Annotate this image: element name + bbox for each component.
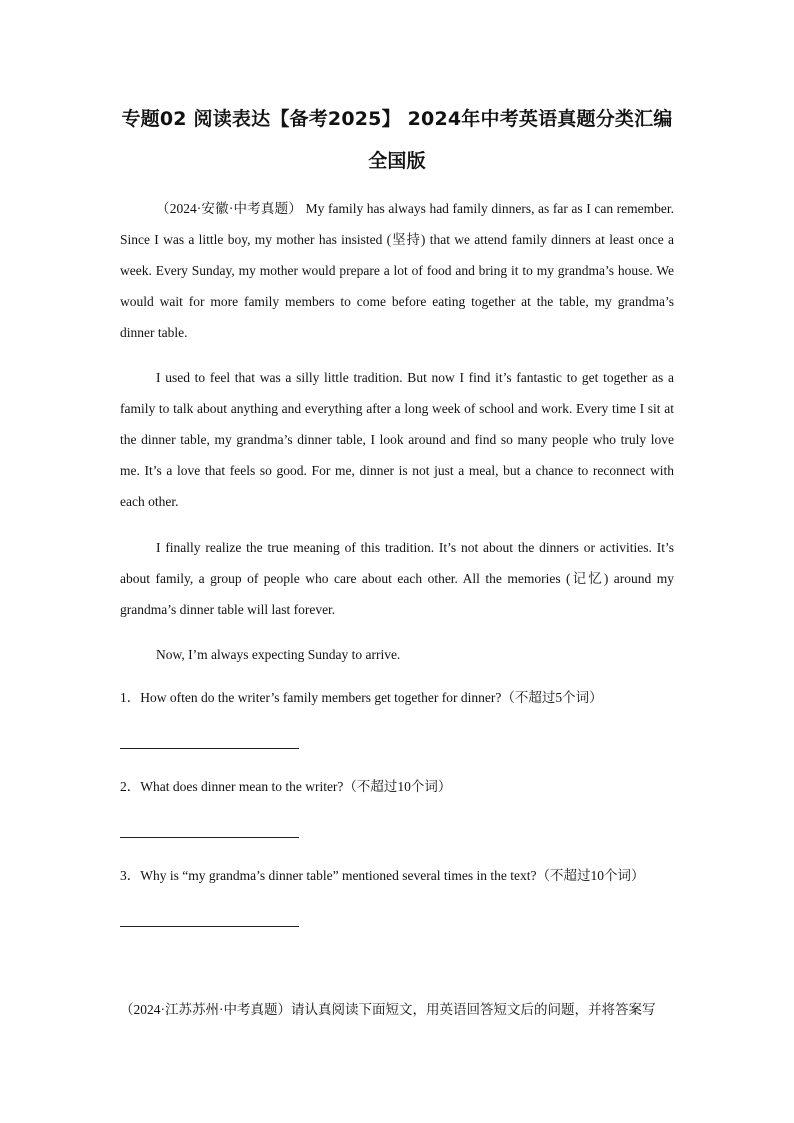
- document-title-line-1: 专题02 阅读表达【备考2025】 2024年中考英语真题分类汇编: [121, 108, 673, 130]
- answer-blank-2[interactable]: [120, 837, 299, 838]
- next-passage-intro: （2024·江苏苏州·中考真题）请认真阅读下面短文，用英语回答短文后的问题，并将答案写: [120, 1002, 656, 1017]
- answer-blank-1[interactable]: [120, 748, 299, 749]
- passage-paragraph-1: （2024·安徽·中考真题） My family has always had family dinners, as far as I can remember. Since I was a little boy, my mother has insisted (坚持) that we attend family dinners at least once a week. Every Sunday, my mother would prepare a lot of food and bring it to my grandma’s house. We would wait for more family members to come before eating together at the table, my grandma’s dinner table.: [120, 201, 674, 340]
- document-title-line-2: 全国版: [368, 150, 426, 172]
- question-2: 2．What does dinner mean to the writer?（不超过10个词）: [120, 779, 452, 794]
- passage-paragraph-2: I used to feel that was a silly little tradition. But now I find it’s fantastic to get together as a family to talk about anything and everything after a long week of school and work. Every time I sit at the dinner table, my grandma’s dinner table, I look around and find so many people who truly love me. It’s a love that feels so good. For me, dinner is not just a meal, but a chance to reconnect with each other.: [120, 370, 674, 509]
- question-3: 3．Why is “my grandma’s dinner table” mentioned several times in the text?（不超过10个词）: [120, 868, 645, 883]
- question-1: 1．How often do the writer’s family members get together for dinner?（不超过5个词）: [120, 690, 603, 705]
- passage-paragraph-4: Now, I’m always expecting Sunday to arrive.: [156, 647, 401, 662]
- passage-paragraph-3: I finally realize the true meaning of this tradition. It’s not about the dinners or activities. It’s about family, a group of people who care about each other. All the memories (记忆) around my grandma’s dinner table will last forever.: [120, 540, 674, 617]
- answer-blank-3[interactable]: [120, 926, 299, 927]
